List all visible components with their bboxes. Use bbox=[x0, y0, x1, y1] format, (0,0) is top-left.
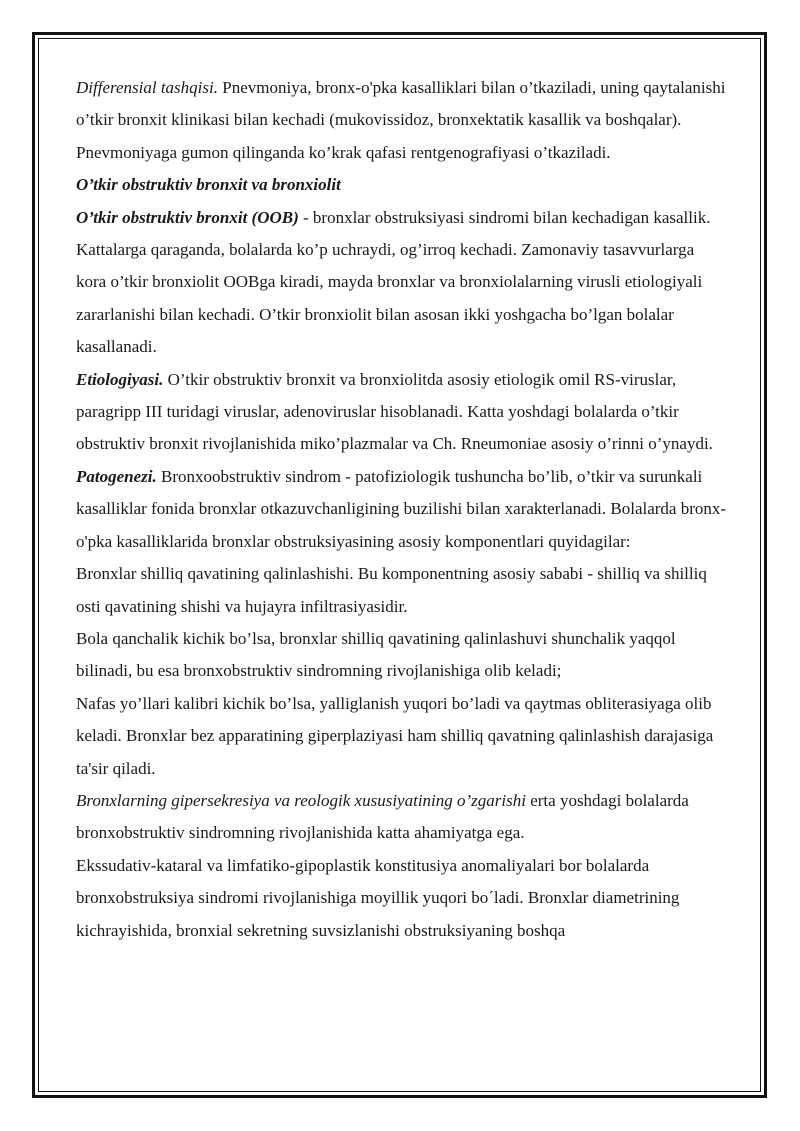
section-heading: O’tkir obstruktiv bronxit va bronxiolit bbox=[76, 175, 341, 195]
document-body bbox=[76, 72, 728, 947]
lead-oob: O’tkir obstruktiv bronxit (OOB) bbox=[76, 207, 299, 227]
lead-differential: Differensial tashqisi. bbox=[76, 78, 218, 97]
text-pathogenesis: Bronxoobstruktiv sindrom - patofiziologik tushuncha bo’lib, o’tkir va surunkali kasalliklar fonida bronxlar otkazuvchanligining buzilishi bilan xarakterlanadi. Bolalarda bronx-o'pka kasalliklarida bronxlar obstruksiyasining asosiy komponentlari quyidagilar: bbox=[76, 466, 727, 551]
lead-hypersecretion: Bronxlarning gipersekresiya va reologik xususiyatining o’zgarishi bbox=[76, 790, 526, 810]
text-hypersecretion: erta yoshdagi bolalarda bronxobstruktiv sindromning rivojlanishida katta ahamiyatga ega. bbox=[76, 790, 689, 843]
paragraph-mucosa: Bronxlar shilliq qavatining qalinlashishi. Bu komponentning asosiy sababi - shilliq va shilliq osti qavatining shishi va hujayra infiltrasiyasidir. bbox=[76, 564, 707, 616]
text-oob: - bronxlar obstruksiyasi sindromi bilan kechadigan kasallik. Kattalarga qaraganda, bolalarda ko’p uchraydi, og’irroq kechadi. Zamonaviy tasavvurlarga kora o’tkir bronxiolit OOBga kiradi, mayda bronxlar va bronxiolalarning virusli etiologiyali zararlanishi bilan kechadi. O’tkir bronxiolit bilan asosan ikki yoshgacha bo’lgan bolalar kasallanadi. bbox=[76, 207, 711, 357]
paragraph-pathogenesis bbox=[76, 461, 728, 558]
paragraph-constitution: Ekssudativ-kataral va limfatiko-gipoplastik konstitusiya anomaliyalari bor bolalarda bronxobstruksiya sindromi rivojlanishiga moyillik yuqori bo´ladi. Bronxlar diametrining kichrayishida, bronxial sekretning suvsizlanishi obstruksiyaning boshqa bbox=[76, 855, 680, 940]
paragraph-oob bbox=[76, 202, 728, 364]
paragraph-etiology bbox=[76, 364, 728, 461]
paragraph-differential bbox=[76, 72, 728, 169]
paragraph-age: Bola qanchalik kichik bo’lsa, bronxlar shilliq qavatining qalinlashuvi shunchalik yaqqol bilinadi, bu esa bronxobstruktiv sindromning rivojlanishiga olib keladi; bbox=[76, 628, 676, 681]
paragraph-caliber: Nafas yo’llari kalibri kichik bo’lsa, yalliglanish yuqori bo’ladi va qaytmas obliterasiyaga olib keladi. Bronxlar bez apparatining giperplaziyasi ham shilliq qavatning qalinlashish darajasiga ta'sir qiladi. bbox=[76, 693, 714, 778]
text-differential: Pnevmoniya, bronx-o'pka kasalliklari bilan o’tkaziladi, uning qaytalanishi o’tkir bronxit klinikasi bilan kechadi (mukovissidoz, bronxektatik kasallik va boshqalar). Pnevmoniyaga gumon qilinganda ko’krak qafasi rentgenografiyasi o’tkaziladi. bbox=[76, 78, 726, 162]
paragraph-hypersecretion bbox=[76, 785, 728, 850]
text-etiology: O’tkir obstruktiv bronxit va bronxiolitda asosiy etiologik omil RS-viruslar, paragripp III turidagi viruslar, adenoviruslar hisoblanadi. Katta yoshdagi bolalarda o’tkir obstruktiv bronxit rivojlanishida miko’plazmalar va Ch. Rneumoniae asosiy o’rinni o’ynaydi. bbox=[76, 369, 713, 454]
lead-etiology: Etiologiyasi. bbox=[76, 369, 164, 389]
lead-pathogenesis: Patogenezi. bbox=[76, 466, 157, 486]
